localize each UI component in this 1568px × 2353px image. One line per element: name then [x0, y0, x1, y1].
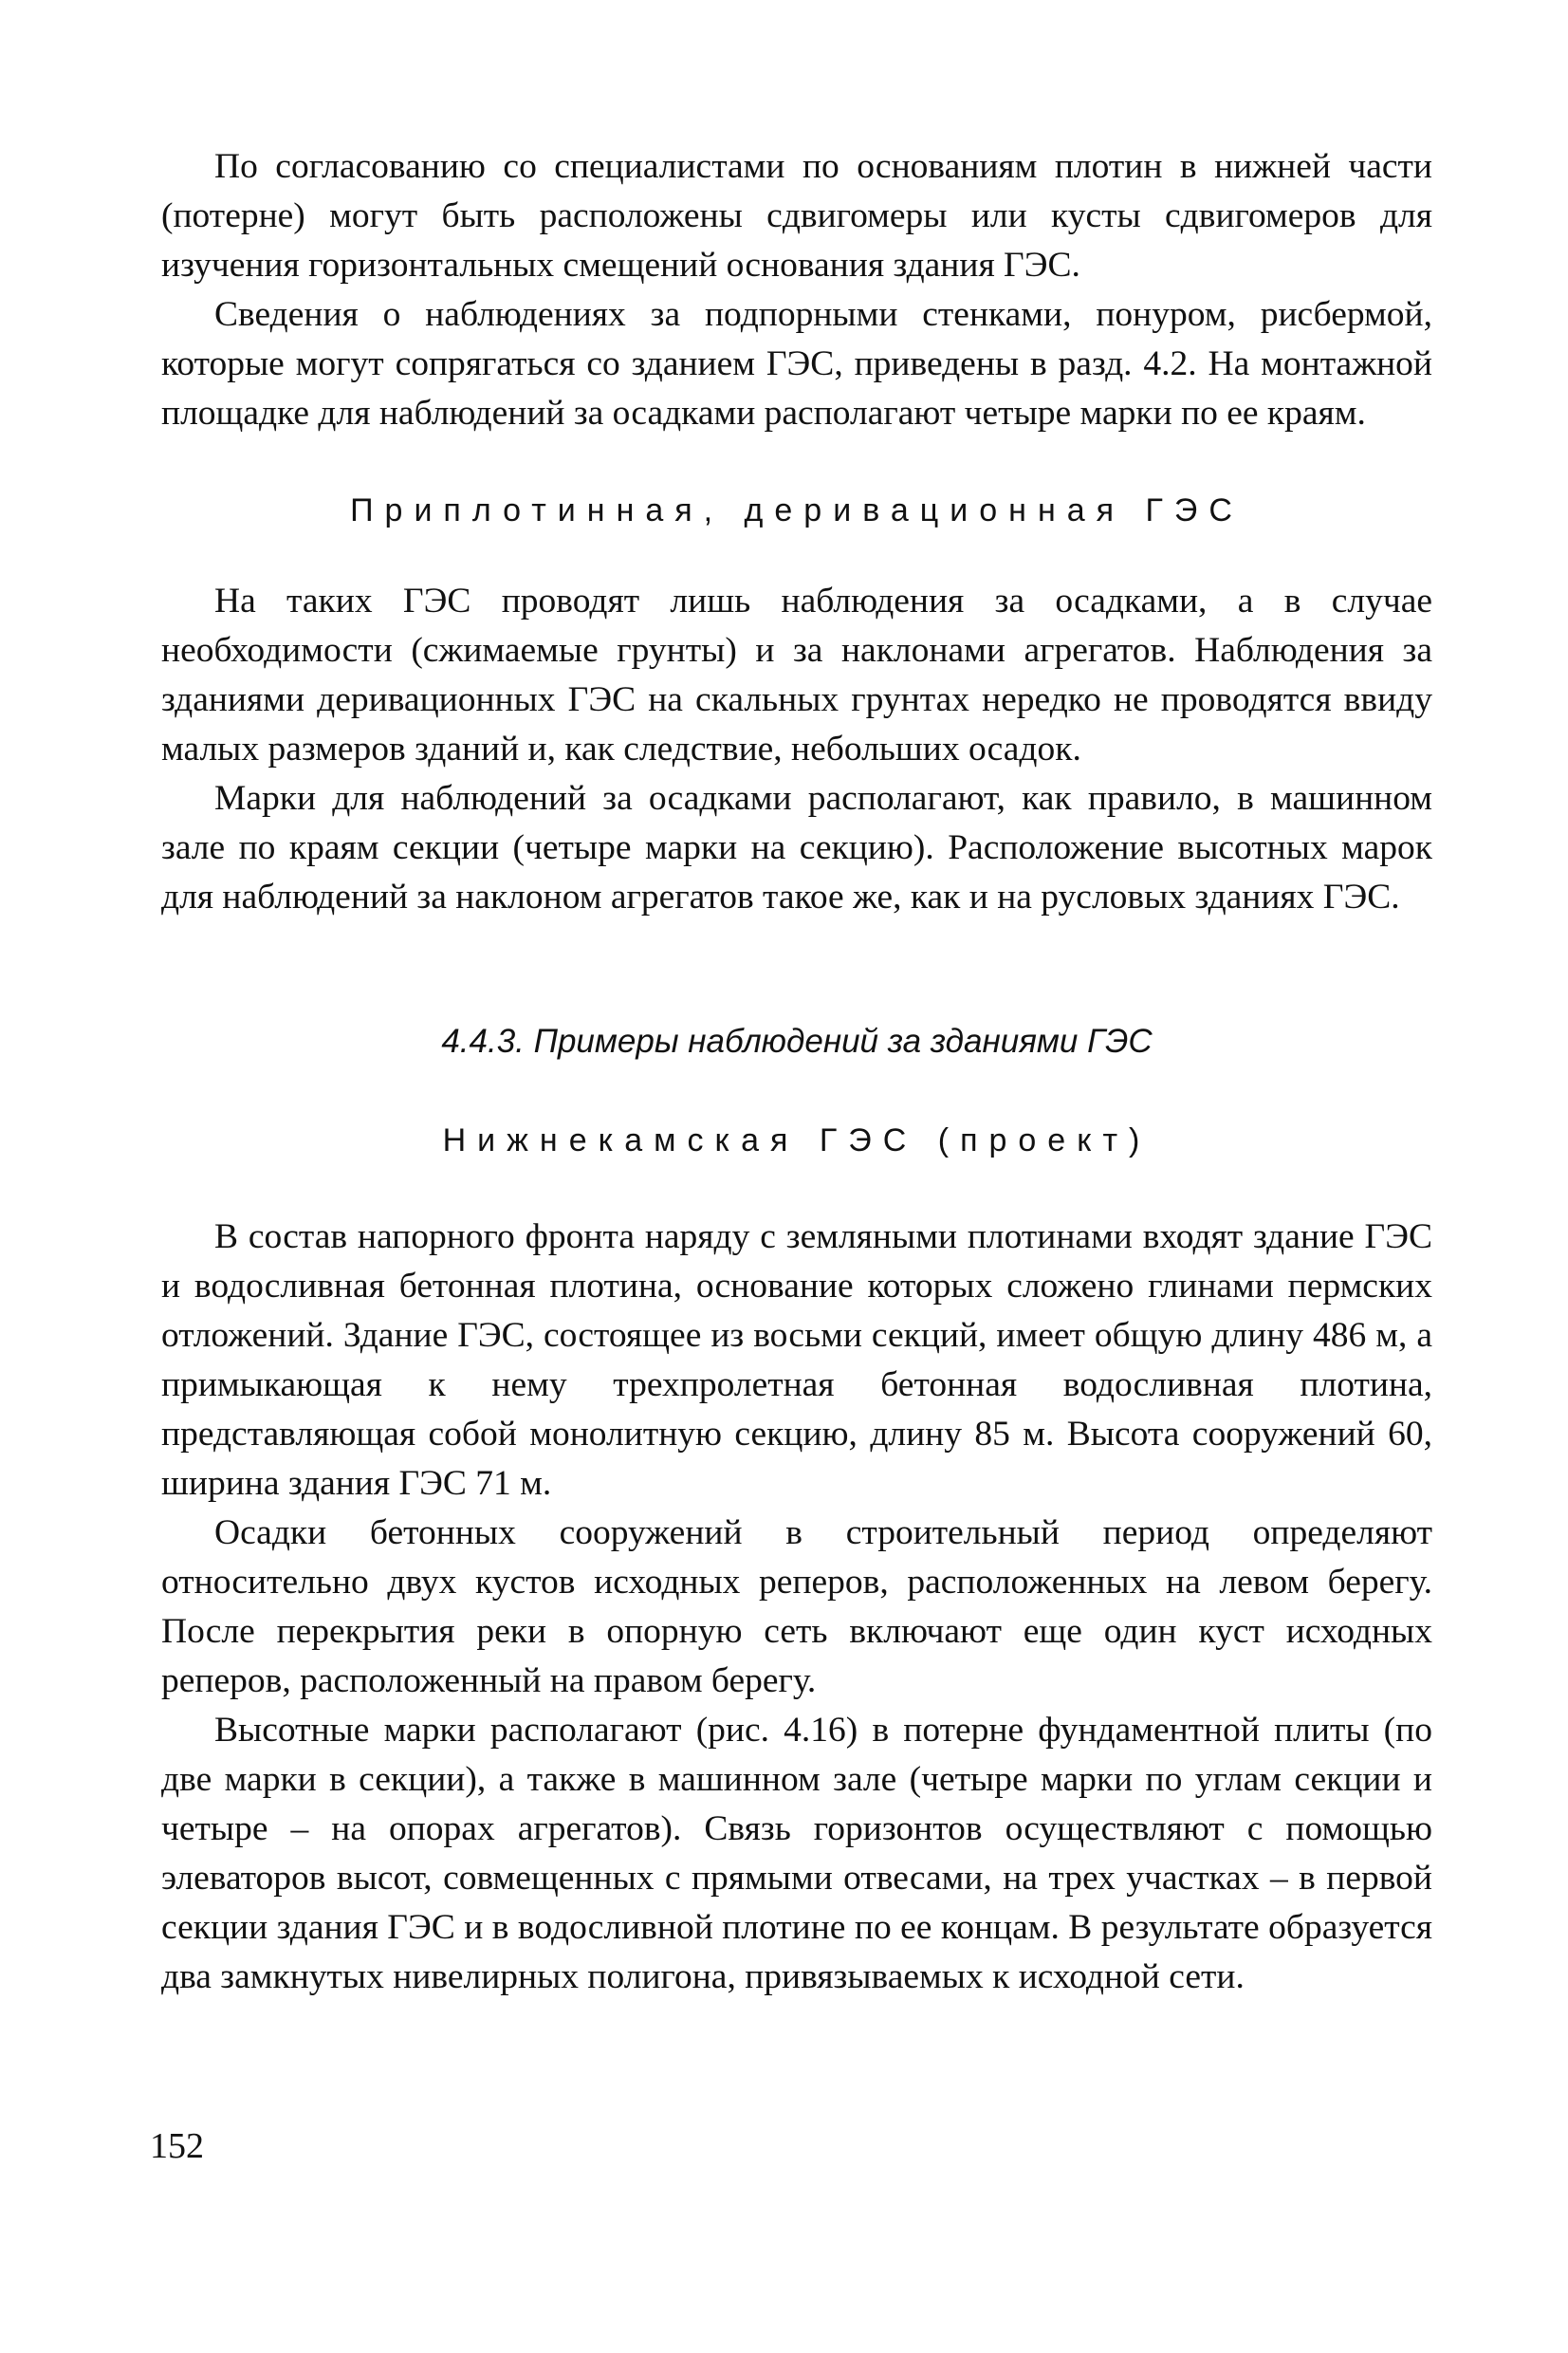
paragraph-retaining-walls: Сведения о наблюдениях за подпорными стенками, понуром, рисбермой, которые могут сопрягаться со зданием ГЭС, приведены в разд. 4.2. На монтажной площадке для наблюдений за осадками располагают четыре марки по ее краям. [161, 295, 1432, 433]
page-body [161, 142, 1432, 2002]
page-number: 152 [150, 2126, 204, 2166]
subheading-derivation-hpp: Приплотинная, деривационная ГЭС [350, 492, 1244, 528]
spacer [161, 1165, 1432, 1213]
section-heading-examples: 4.4.3. Примеры наблюдений за зданиями ГЭС [441, 1023, 1153, 1060]
paragraph-pressure-front: В состав напорного фронта наряду с земляными плотинами входят здание ГЭС и водосливная бетонная плотина, основание которых сложено глинами пермских отложений. Здание ГЭС, состоящее из восьми секций, имеет общую длину 486 м, а примыкающая к нему трехпролетная бетонная водосливная плотина, представляющая собой монолитную секцию, длину 85 м. Высота сооружений 60, ширина здания ГЭС 71 м. [161, 1217, 1432, 1503]
spacer [161, 535, 1432, 577]
spacer [161, 922, 1432, 1017]
spacer [161, 1066, 1432, 1116]
paragraph-reference-benchmarks: Осадки бетонных сооружений в строительный период определяют относительно двух кустов исходных реперов, расположенных на левом берегу. После перекрытия реки в опорную сеть включают еще один куст исходных реперов, расположенный на правом берегу. [161, 1513, 1432, 1700]
paragraph-shear-gauges: По согласованию со специалистами по основаниям плотин в нижней части (потерне) могут быть расположены сдвигомеры или кусты сдвигомеров для изучения горизонтальных смещений основания здания ГЭС. [161, 147, 1432, 285]
spacer [161, 438, 1432, 486]
paragraph-elevation-marks: Высотные марки располагают (рис. 4.16) в потерне фундаментной плиты (по две марки в секции), а также в машинном зале (четыре марки по углам секции и четыре – на опорах агрегатов). Связь горизонтов осуществляют с помощью элеваторов высот, совмещенных с прямыми отвесами, на трех участках – в первой секции здания ГЭС и в водосливной плотине по ее концам. В результате образуется два замкнутых нивелирных полигона, привязываемых к исходной сети. [161, 1711, 1432, 1996]
paragraph-settlement-observations: На таких ГЭС проводят лишь наблюдения за осадками, а в случае необходимости (сжимаемые грунты) и за наклонами агрегатов. Наблюдения за зданиями деривационных ГЭС на скальных грунтах нередко не проводятся ввиду малых размеров зданий и, как следствие, небольших осадок. [161, 582, 1432, 769]
paragraph-settlement-marks: Марки для наблюдений за осадками располагают, как правило, в машинном зале по краям секции (четыре марки на секцию). Расположение высотных марок для наблюдений за наклоном агрегатов такое же, как и на русловых зданиях ГЭС. [161, 779, 1432, 917]
subheading-nizhnekamsk-hpp: Нижнекамская ГЭС (проект) [442, 1122, 1152, 1158]
